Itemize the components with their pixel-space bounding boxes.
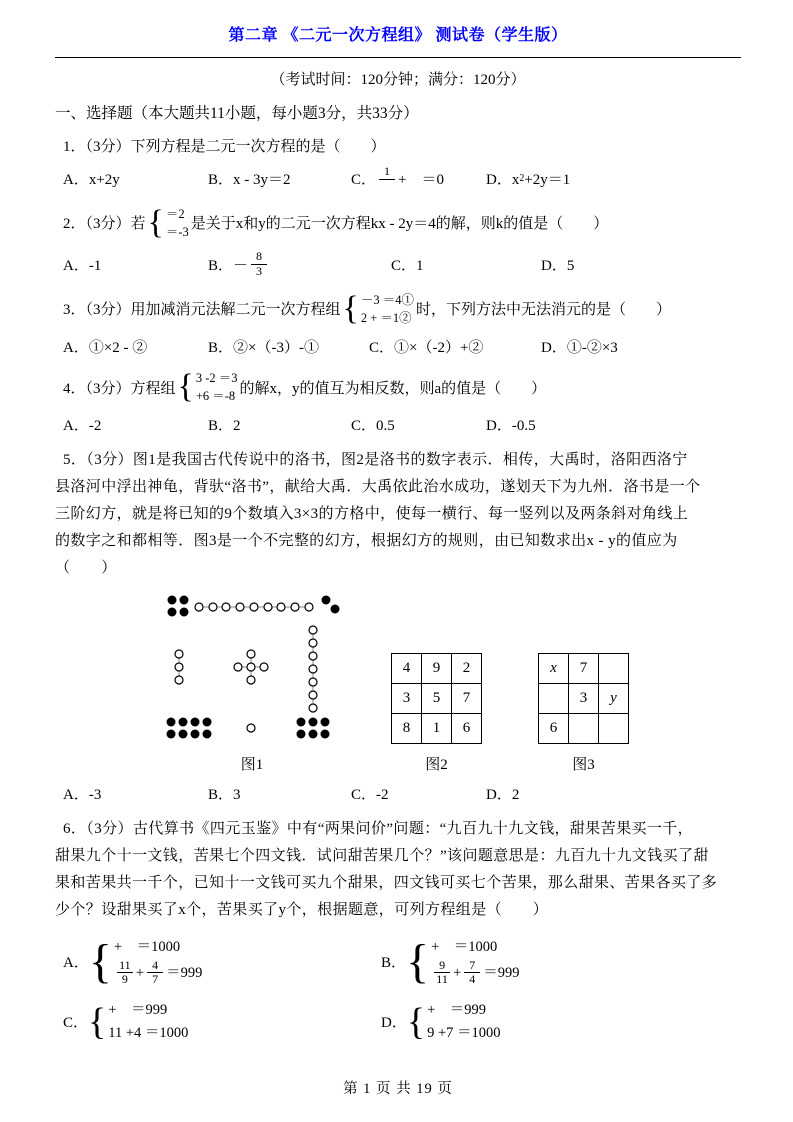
q6-text-line: 甜果九个十一文钱，苦果七个四文钱．试问甜苦果几个？”该问题意思是：九百九十九文钱买了甜 [55,848,709,865]
q1-option-a: A．x+2y [63,172,120,189]
page-footer: 第 1 页 共 19 页 [343,1081,453,1097]
q6-option-d-system [427,999,500,1044]
figures-row [55,594,741,774]
header-divider [55,57,741,58]
q6-option-a-system [114,936,202,987]
q4-option-d: D．-0.5 [486,418,536,435]
q1-option-c-fraction [379,165,395,193]
q1-option-c [351,165,486,193]
q1-option-c-rest: + ＝0 [398,172,444,189]
q3-system-equations [361,291,414,327]
q3-options [55,336,741,357]
q1-option-d [486,168,741,189]
q1-option-d-post: +2y＝1 [524,172,571,189]
grid-cell: 4 [392,654,422,684]
fraction-numerator: 1 [384,164,391,178]
q3-system-eq2: 2 + ＝1② [360,310,412,325]
figure-3 [538,653,629,774]
q5-text-line: 县洛河中浮出神龟，背驮“洛书”，献给大禹．大禹依此治水成功，遂划天下为九州．洛书是一个 [55,479,701,496]
q6-option-b-plus: + [453,964,462,981]
q6-options-cd [55,999,741,1044]
q5-text-line: （ ） [55,560,117,577]
grid-cell: 7 [452,684,482,714]
fraction-denominator: 11 [434,972,450,987]
q6-option-c-eq1: + ＝999 [108,1002,168,1019]
q3-option-d: D．①-②×3 [541,339,618,356]
q1-options [55,165,741,193]
fraction-numerator: 8 [256,249,263,264]
q2-option-b-label: B．－ [208,257,249,274]
q6-option-b-eq1: + ＝1000 [431,939,498,956]
q5-option-c: C．-2 [351,787,389,804]
q3-option-b: B．②×（-3）-① [208,339,319,356]
system-brace: { [342,289,359,327]
q6-text-line: 6．（3分）古代算书《四元玉鉴》中有“两果问价”问题：“九百九十九文钱，甜果苦果买一千， [63,821,694,838]
magic-square-table [391,653,482,744]
q2-system [148,205,189,241]
q4-stem-post: 的解x，y的值互为相反数，则a的值是（ ） [239,380,547,397]
grid-cell: 1 [422,714,452,744]
grid-cell: 8 [392,714,422,744]
q4-system-eq1: 3 -2 ＝3 [195,370,238,385]
q6-option-a-label: A． [63,955,89,972]
q6-option-d [381,999,741,1044]
q4-stem-pre: 4．（3分）方程组 [63,380,176,397]
q6-option-c-eq2: 11 +4 ＝1000 [108,1024,189,1041]
q2-system-eq1: ＝2 [165,206,185,221]
q1-stem: 1．（3分）下列方程是二元一次方程的是（ ） [63,139,386,155]
system-brace: { [88,1000,107,1043]
luoshu-diagram [163,594,341,744]
grid-cell [539,684,569,714]
fraction-denominator: 9 [117,972,133,987]
q4-option-a: A．-2 [63,418,102,435]
q4-option-c: C．0.5 [351,418,395,435]
grid-cell: 6 [539,714,569,744]
system-brace: { [177,367,194,405]
q4-options [55,414,741,435]
system-brace: { [406,1000,426,1043]
q6-option-b-label: B． [381,955,407,972]
q3-stem [55,291,741,327]
q6-options-ab [55,936,741,987]
q4-system-equations [196,369,238,405]
q6-option-c-label: C． [63,1015,89,1032]
q3-system-eq1: －3 ＝4① [360,292,414,307]
q2-option-d: D．5 [541,257,575,274]
q6-option-d-eq2: 9 +7 ＝1000 [427,1024,501,1041]
q6-option-b-fraction2 [464,959,480,988]
q5-stem [55,447,741,582]
q6-option-a-plus: + [135,964,145,981]
q5-option-b: B．3 [208,787,241,804]
q6-option-b-eq2 [431,959,519,988]
q3-option-a: A．①×2 - ② [63,339,148,356]
q5-option-a: A．-3 [63,787,102,804]
figure-2 [391,653,482,774]
q4-stem [55,369,741,405]
q2-stem-post: 是关于x和y的二元一次方程kx - 2y＝4的解，则k的值是（ ） [190,216,609,233]
system-brace: { [147,203,164,241]
grid-cell: 9 [422,654,452,684]
grid-cell: 3 [392,684,422,714]
system-brace: { [406,935,430,989]
q2-option-c: C．1 [391,257,424,274]
q3-stem-post: 时，下列方法中无法消元的是（ ） [415,302,671,319]
grid-cell [569,714,599,744]
q6-stem [55,816,741,924]
figure-3-caption: 图3 [572,757,595,774]
q2-option-a: A．-1 [63,257,102,274]
q5-text-line: 的数字之和都相等．图3是一个不完整的幻方，根据幻方的规则，由已知数求出x - y的值应为 [55,533,678,550]
figure-1-caption: 图1 [240,757,264,774]
exam-info: （考试时间：120分钟；满分：120分） [270,72,526,88]
grid-cell: y [599,684,629,714]
q5-text-line: 三阶幻方，就是将已知的9个数填入3×3的方格中，使每一横行、每一竖列以及两条斜对角线上 [55,506,689,523]
q6-option-c-system [108,999,188,1044]
q5-options [55,783,741,804]
fraction-numerator: 11 [119,957,131,972]
q1-option-c-label: C． [351,172,377,189]
page-title: 第二章 《二元一次方程组》 测试卷（学生版） [228,27,568,44]
grid-cell [599,654,629,684]
fraction-numerator: 4 [152,957,159,972]
q1-option-b: B．x - 3y＝2 [208,172,291,189]
incomplete-magic-square-table [538,653,629,744]
q6-text-line: 少个？设甜果买了x个，苦果买了y个，根据题意，可列方程组是（ ） [55,902,549,919]
fraction-denominator: 7 [147,972,163,987]
section-heading: 一、选择题（本大题共11小题，每小题3分，共33分） [55,105,419,122]
fraction-denominator [379,179,395,193]
q6-option-b-eq2-end: ＝999 [483,964,520,981]
figure-1 [163,594,341,774]
q6-text-line: 果和苦果共一千个，已知十一文钱可买九个甜果，四文钱可买七个苦果，那么甜果、苦果各买了多 [55,875,718,892]
grid-cell: 7 [569,654,599,684]
grid-cell [599,714,629,744]
q2-options [55,250,741,279]
grid-cell: 3 [569,684,599,714]
q6-option-c [63,999,381,1044]
grid-cell: 5 [422,684,452,714]
q3-system [343,291,414,327]
q6-option-b-fraction1 [434,959,450,988]
q6-option-b-system [431,936,519,987]
fraction-denominator: 4 [464,972,480,987]
q3-stem-pre: 3．（3分）用加减消元法解二元一次方程组 [63,302,341,319]
grid-cell: 2 [452,654,482,684]
q6-option-a [63,936,381,987]
q5-text-line: 5．（3分）图1是我国古代传说中的洛书，图2是洛书的数字表示．相传，大禹时，洛阳西洛宁 [63,452,688,469]
system-brace: { [88,935,112,989]
q4-option-b: B．2 [208,418,241,435]
q6-option-a-fraction1 [117,959,133,988]
q4-system [178,369,238,405]
q3-option-c: C．①×（-2）+② [369,339,484,356]
q6-option-b [381,936,741,987]
q2-option-b [208,250,391,279]
q6-option-d-label: D． [381,1015,407,1032]
q2-stem-pre: 2．（3分）若 [63,216,146,233]
q4-system-eq2: +6 ＝-8 [195,389,236,404]
q2-option-b-fraction [251,250,267,279]
grid-cell: 6 [452,714,482,744]
q6-option-d-eq1: + ＝999 [427,1002,487,1019]
fraction-numerator: 9 [439,957,446,972]
grid-cell: x [539,654,569,684]
q1-option-d-exponent: 2 [519,173,525,185]
fraction-numerator: 7 [469,957,476,972]
figure-2-caption: 图2 [425,757,448,774]
q6-option-a-fraction2 [147,959,163,988]
q6-option-a-eq1: + ＝1000 [113,939,181,956]
q1-option-d-pre: D．x [486,172,520,189]
q2-system-equations [166,205,189,241]
q2-system-eq2: ＝-3 [165,224,189,239]
q6-option-a-eq2 [114,959,202,988]
q5-option-d: D．2 [486,787,520,804]
q6-option-a-eq2-end: ＝999 [166,964,203,981]
q2-stem [55,205,741,241]
fraction-denominator: 3 [251,264,267,279]
